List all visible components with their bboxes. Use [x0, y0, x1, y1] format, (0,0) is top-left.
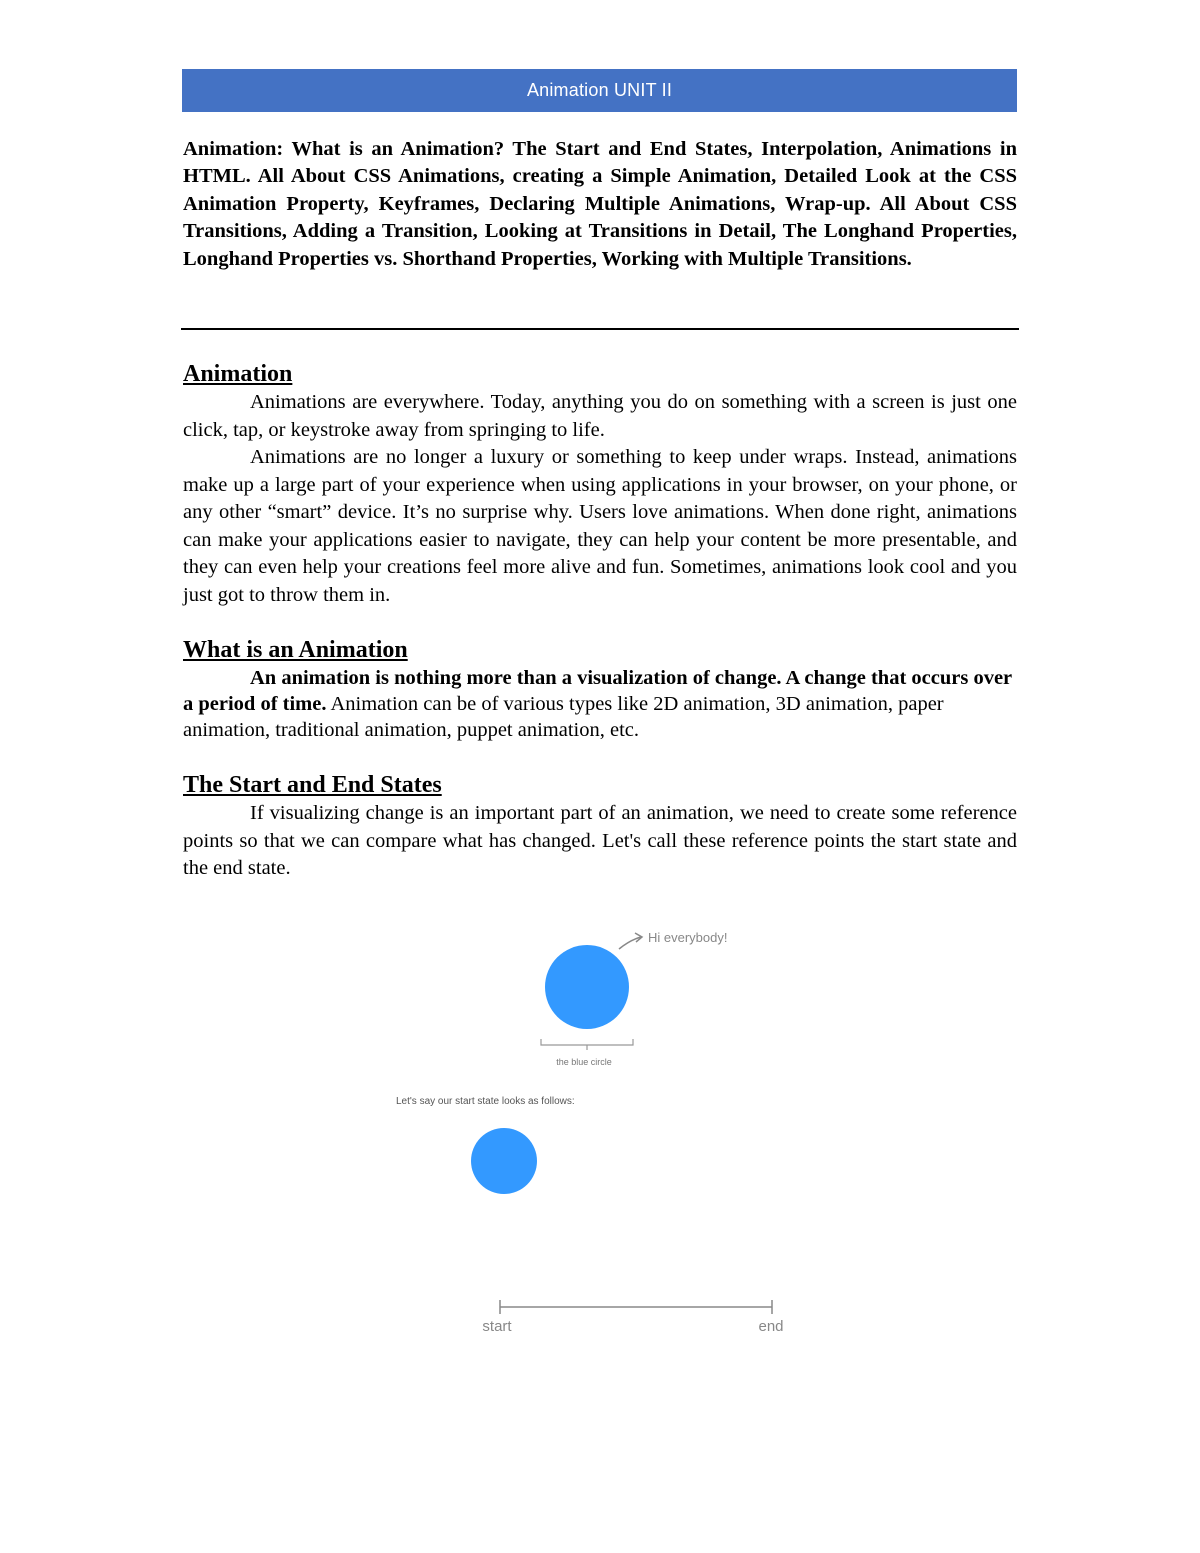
start-state-caption: Let's say our start state looks as follows:	[396, 1096, 575, 1107]
heading-animation: Animation	[183, 361, 293, 387]
circle-caption: the blue circle	[556, 1057, 612, 1067]
animation-paragraph-2: Animations are no longer a luxury or something to keep under wraps. Instead, animations make up a large part of your experience when using applications in your browser, on your phone, or any other “smart” device. It’s no surprise why. Users love animations. When done right, animations can make your applications easier to navigate, they can help your content be more presentable, and they can even help your creations feel more alive and fun. Sometimes, animations look cool and you just got to throw them in.	[183, 446, 1017, 606]
what-paragraph	[183, 665, 1017, 743]
blue-circle	[545, 945, 629, 1029]
start-state-circle	[471, 1128, 537, 1194]
definition-bold-text: An animation is nothing more than a visualization of change. A change that occurs over a period of time.	[183, 667, 1012, 715]
arrow-head-icon	[635, 933, 642, 942]
circle-width-bracket	[541, 1039, 633, 1045]
timeline-end-label: end	[758, 1318, 784, 1335]
states-paragraph: If visualizing change is an important part of an animation, we need to create some reference points so that we can compare what has changed. Let's call these reference points the start state and the end state.	[183, 802, 1017, 879]
header-title: Animation UNIT II	[526, 80, 673, 100]
timeline-start-label: start	[482, 1318, 512, 1335]
header-bar	[182, 69, 1017, 112]
heading-what-is-animation: What is an Animation	[183, 637, 408, 663]
greeting-label: Hi everybody!	[648, 930, 728, 945]
greeting-arrow-line	[619, 937, 641, 949]
section-divider	[181, 328, 1019, 330]
unit-summary: Animation: What is an Animation? The Start and End States, Interpolation, Animations in HTML. All About CSS Animations, creating a Simple Animation, Detailed Look at the CSS Animation Property, Keyframes, Declaring Multiple Animations, Wrap-up. All About CSS Transitions, Adding a Transition, Looking at Transitions in Detail, The Longhand Properties, Longhand Properties vs. Shorthand Properties, Working with Multiple Transitions.	[183, 138, 1017, 270]
section-start-end-states	[183, 770, 1017, 883]
section-animation	[183, 359, 1017, 609]
section-what-is-animation	[183, 635, 1017, 743]
definition-rest-text: Animation can be of various types like 2D animation, 3D animation, paper animation, traditional animation, puppet animation, etc.	[183, 693, 944, 741]
heading-start-end-states: The Start and End States	[183, 772, 442, 798]
animation-paragraph-1: Animations are everywhere. Today, anything you do on something with a screen is just one click, tap, or keystroke away from springing to life.	[183, 391, 1017, 441]
